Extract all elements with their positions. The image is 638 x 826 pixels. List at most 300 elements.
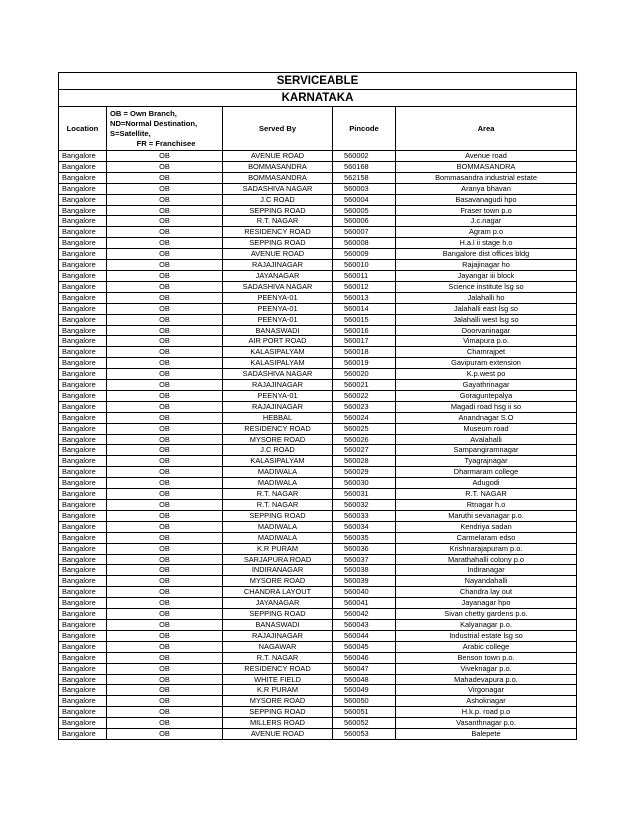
header-row: [59, 107, 577, 151]
table-row: [59, 412, 577, 423]
cell-type: OB: [107, 303, 223, 314]
cell-location: Bangalore: [59, 543, 107, 554]
table-row: [59, 172, 577, 183]
cell-type: OB: [107, 325, 223, 336]
cell-pincode: 560034: [333, 521, 396, 532]
cell-pincode: 560047: [333, 663, 396, 674]
table-row: [59, 630, 577, 641]
cell-location: Bangalore: [59, 456, 107, 467]
cell-area: Dharmaram college: [396, 467, 577, 478]
cell-location: Bangalore: [59, 281, 107, 292]
cell-pincode: 560052: [333, 718, 396, 729]
legend-line: OB = Own Branch,: [110, 108, 177, 118]
cell-location: Bangalore: [59, 609, 107, 620]
cell-pincode: 560039: [333, 576, 396, 587]
table-row: [59, 718, 577, 729]
cell-served-by: RESIDENCY ROAD: [223, 423, 333, 434]
cell-type: OB: [107, 707, 223, 718]
cell-served-by: SADASHIVA NAGAR: [223, 369, 333, 380]
cell-served-by: HEBBAL: [223, 412, 333, 423]
cell-type: OB: [107, 205, 223, 216]
cell-pincode: 560022: [333, 390, 396, 401]
cell-pincode: 560043: [333, 619, 396, 630]
cell-area: Doorvaninagar: [396, 325, 577, 336]
cell-location: Bangalore: [59, 707, 107, 718]
cell-pincode: 560040: [333, 587, 396, 598]
cell-area: Kendriya sadan: [396, 521, 577, 532]
cell-pincode: 560053: [333, 729, 396, 740]
cell-served-by: INDIRANAGAR: [223, 565, 333, 576]
table-row: [59, 238, 577, 249]
cell-type: OB: [107, 380, 223, 391]
cell-type: OB: [107, 151, 223, 162]
header-area: Area: [396, 107, 577, 151]
cell-served-by: BANASWADI: [223, 619, 333, 630]
table-row: [59, 445, 577, 456]
table-row: [59, 161, 577, 172]
cell-served-by: R.T. NAGAR: [223, 500, 333, 511]
cell-location: Bangalore: [59, 729, 107, 740]
cell-location: Bangalore: [59, 652, 107, 663]
cell-pincode: 560038: [333, 565, 396, 576]
cell-type: OB: [107, 587, 223, 598]
cell-type: OB: [107, 729, 223, 740]
table-row: [59, 696, 577, 707]
cell-location: Bangalore: [59, 161, 107, 172]
cell-location: Bangalore: [59, 216, 107, 227]
cell-type: OB: [107, 630, 223, 641]
cell-location: Bangalore: [59, 423, 107, 434]
cell-location: Bangalore: [59, 249, 107, 260]
cell-served-by: MADIWALA: [223, 478, 333, 489]
cell-area: Goraguntepalya: [396, 390, 577, 401]
table-row: [59, 260, 577, 271]
cell-pincode: 560009: [333, 249, 396, 260]
cell-area: Science institute lsg so: [396, 281, 577, 292]
cell-pincode: 560015: [333, 314, 396, 325]
table-row: [59, 467, 577, 478]
cell-location: Bangalore: [59, 489, 107, 500]
cell-type: OB: [107, 161, 223, 172]
cell-location: Bangalore: [59, 238, 107, 249]
sheet-subtitle: KARNATAKA: [59, 90, 577, 107]
cell-area: Basavanagudi hpo: [396, 194, 577, 205]
cell-location: Bangalore: [59, 314, 107, 325]
cell-area: Rajajinagar ho: [396, 260, 577, 271]
table-row: [59, 325, 577, 336]
cell-served-by: K.R PURAM: [223, 543, 333, 554]
cell-type: OB: [107, 369, 223, 380]
table-row: [59, 685, 577, 696]
cell-served-by: R.T. NAGAR: [223, 489, 333, 500]
cell-type: OB: [107, 412, 223, 423]
cell-pincode: 560031: [333, 489, 396, 500]
cell-type: OB: [107, 598, 223, 609]
cell-served-by: RAJAJINAGAR: [223, 260, 333, 271]
cell-served-by: JAYANAGAR: [223, 270, 333, 281]
cell-area: Ashoknagar: [396, 696, 577, 707]
cell-type: OB: [107, 467, 223, 478]
cell-served-by: AVENUE ROAD: [223, 729, 333, 740]
cell-area: Anandnagar S.O: [396, 412, 577, 423]
cell-type: OB: [107, 674, 223, 685]
cell-type: OB: [107, 478, 223, 489]
cell-type: OB: [107, 652, 223, 663]
cell-type: OB: [107, 445, 223, 456]
cell-area: Chandra lay out: [396, 587, 577, 598]
cell-served-by: BOMMASANDRA: [223, 172, 333, 183]
table-row: [59, 478, 577, 489]
cell-type: OB: [107, 456, 223, 467]
cell-area: Gayathrinagar: [396, 380, 577, 391]
table-row: [59, 641, 577, 652]
cell-served-by: RAJAJINAGAR: [223, 380, 333, 391]
cell-served-by: SARJAPURA ROAD: [223, 554, 333, 565]
cell-location: Bangalore: [59, 270, 107, 281]
table-row: [59, 521, 577, 532]
cell-area: Agram p.o: [396, 227, 577, 238]
cell-area: Vimapura p.o.: [396, 336, 577, 347]
cell-area: Jayanagar hpo: [396, 598, 577, 609]
cell-pincode: 560017: [333, 336, 396, 347]
cell-served-by: K.R PURAM: [223, 685, 333, 696]
header-location: Location: [59, 107, 107, 151]
table-row: [59, 227, 577, 238]
legend-line: S=Satellite,: [110, 128, 151, 138]
cell-location: Bangalore: [59, 696, 107, 707]
cell-area: Jalahalli ho: [396, 292, 577, 303]
cell-type: OB: [107, 347, 223, 358]
cell-pincode: 560046: [333, 652, 396, 663]
cell-location: Bangalore: [59, 565, 107, 576]
cell-type: OB: [107, 521, 223, 532]
cell-served-by: PEENYA-01: [223, 292, 333, 303]
table-row: [59, 587, 577, 598]
cell-pincode: 560004: [333, 194, 396, 205]
cell-area: Virgonagar: [396, 685, 577, 696]
cell-type: OB: [107, 358, 223, 369]
cell-served-by: KALASIPALYAM: [223, 347, 333, 358]
cell-served-by: J.C ROAD: [223, 194, 333, 205]
cell-area: Avenue road: [396, 151, 577, 162]
cell-location: Bangalore: [59, 663, 107, 674]
cell-location: Bangalore: [59, 674, 107, 685]
cell-type: OB: [107, 194, 223, 205]
cell-area: BOMMASANDRA: [396, 161, 577, 172]
cell-type: OB: [107, 172, 223, 183]
cell-area: Tyagrajnagar: [396, 456, 577, 467]
cell-pincode: 560019: [333, 358, 396, 369]
table-row: [59, 652, 577, 663]
cell-area: Indiranagar: [396, 565, 577, 576]
cell-area: Bommasandra industrial estate: [396, 172, 577, 183]
cell-area: Magadi road hsg ii so: [396, 401, 577, 412]
cell-area: Avalahalli: [396, 434, 577, 445]
cell-served-by: WHITE FIELD: [223, 674, 333, 685]
cell-area: Chamrajpet: [396, 347, 577, 358]
sheet-title: SERVICEABLE: [59, 73, 577, 90]
cell-pincode: 560032: [333, 500, 396, 511]
cell-type: OB: [107, 292, 223, 303]
cell-area: Benson town p.o.: [396, 652, 577, 663]
cell-pincode: 560041: [333, 598, 396, 609]
cell-location: Bangalore: [59, 303, 107, 314]
cell-type: OB: [107, 565, 223, 576]
cell-location: Bangalore: [59, 205, 107, 216]
cell-type: OB: [107, 423, 223, 434]
cell-location: Bangalore: [59, 183, 107, 194]
cell-location: Bangalore: [59, 194, 107, 205]
table-row: [59, 707, 577, 718]
cell-pincode: 560051: [333, 707, 396, 718]
cell-pincode: 560048: [333, 674, 396, 685]
cell-pincode: 560007: [333, 227, 396, 238]
table-row: [59, 183, 577, 194]
cell-pincode: 562158: [333, 172, 396, 183]
table-row: [59, 358, 577, 369]
table-row: [59, 619, 577, 630]
cell-area: Sampangiramnagar: [396, 445, 577, 456]
cell-pincode: 560003: [333, 183, 396, 194]
cell-pincode: 560016: [333, 325, 396, 336]
cell-type: OB: [107, 401, 223, 412]
cell-type: OB: [107, 260, 223, 271]
cell-area: K.p.west po: [396, 369, 577, 380]
table-row: [59, 216, 577, 227]
cell-pincode: 560008: [333, 238, 396, 249]
cell-location: Bangalore: [59, 151, 107, 162]
cell-served-by: SEPPING ROAD: [223, 238, 333, 249]
cell-location: Bangalore: [59, 390, 107, 401]
cell-pincode: 560021: [333, 380, 396, 391]
table-row: [59, 674, 577, 685]
cell-served-by: RAJAJINAGAR: [223, 630, 333, 641]
cell-pincode: 560026: [333, 434, 396, 445]
cell-area: Nayandahalli: [396, 576, 577, 587]
cell-served-by: KALASIPALYAM: [223, 358, 333, 369]
cell-location: Bangalore: [59, 401, 107, 412]
cell-pincode: 560012: [333, 281, 396, 292]
serviceable-table: [58, 72, 577, 740]
cell-location: Bangalore: [59, 587, 107, 598]
cell-location: Bangalore: [59, 478, 107, 489]
cell-type: OB: [107, 249, 223, 260]
cell-location: Bangalore: [59, 380, 107, 391]
cell-location: Bangalore: [59, 718, 107, 729]
cell-type: OB: [107, 696, 223, 707]
table-row: [59, 609, 577, 620]
cell-pincode: 560013: [333, 292, 396, 303]
table-row: [59, 543, 577, 554]
cell-area: Jalahalli east lsg so: [396, 303, 577, 314]
cell-served-by: RAJAJINAGAR: [223, 401, 333, 412]
cell-location: Bangalore: [59, 554, 107, 565]
cell-served-by: MYSORE ROAD: [223, 576, 333, 587]
table-row: [59, 489, 577, 500]
table-row: [59, 281, 577, 292]
cell-area: J.c.nagar: [396, 216, 577, 227]
cell-served-by: MADIWALA: [223, 467, 333, 478]
cell-served-by: CHANDRA LAYOUT: [223, 587, 333, 598]
table-row: [59, 456, 577, 467]
table-row: [59, 663, 577, 674]
cell-location: Bangalore: [59, 260, 107, 271]
cell-location: Bangalore: [59, 630, 107, 641]
cell-area: Viveknagar p.o.: [396, 663, 577, 674]
cell-type: OB: [107, 227, 223, 238]
cell-location: Bangalore: [59, 467, 107, 478]
cell-served-by: SEPPING ROAD: [223, 205, 333, 216]
cell-location: Bangalore: [59, 172, 107, 183]
cell-location: Bangalore: [59, 325, 107, 336]
header-pincode: Pincode: [333, 107, 396, 151]
cell-type: OB: [107, 510, 223, 521]
cell-served-by: PEENYA-01: [223, 303, 333, 314]
cell-location: Bangalore: [59, 532, 107, 543]
cell-type: OB: [107, 609, 223, 620]
cell-area: Mahadevapura p.o.: [396, 674, 577, 685]
cell-area: Sivan chetty gardens p.o.: [396, 609, 577, 620]
cell-area: Maruthi sevanagar p.o.: [396, 510, 577, 521]
cell-location: Bangalore: [59, 336, 107, 347]
cell-type: OB: [107, 685, 223, 696]
cell-pincode: 560049: [333, 685, 396, 696]
cell-pincode: 560027: [333, 445, 396, 456]
spreadsheet: [58, 72, 576, 740]
cell-type: OB: [107, 641, 223, 652]
cell-area: Museum road: [396, 423, 577, 434]
cell-area: Kalyanagar p.o.: [396, 619, 577, 630]
cell-served-by: R.T. NAGAR: [223, 652, 333, 663]
cell-location: Bangalore: [59, 445, 107, 456]
cell-type: OB: [107, 434, 223, 445]
table-row: [59, 303, 577, 314]
cell-pincode: 560050: [333, 696, 396, 707]
cell-served-by: MYSORE ROAD: [223, 434, 333, 445]
cell-served-by: NAGAWAR: [223, 641, 333, 652]
cell-type: OB: [107, 216, 223, 227]
cell-pincode: 560045: [333, 641, 396, 652]
header-legend: [107, 107, 223, 151]
cell-area: H.a.l ii stage h.o: [396, 238, 577, 249]
cell-pincode: 560014: [333, 303, 396, 314]
table-row: [59, 500, 577, 511]
cell-location: Bangalore: [59, 641, 107, 652]
cell-served-by: RESIDENCY ROAD: [223, 663, 333, 674]
table-row: [59, 565, 577, 576]
table-row: [59, 369, 577, 380]
cell-served-by: MYSORE ROAD: [223, 696, 333, 707]
cell-location: Bangalore: [59, 598, 107, 609]
table-row: [59, 314, 577, 325]
table-row: [59, 205, 577, 216]
table-row: [59, 510, 577, 521]
cell-location: Bangalore: [59, 369, 107, 380]
cell-type: OB: [107, 663, 223, 674]
cell-pincode: 560035: [333, 532, 396, 543]
cell-type: OB: [107, 489, 223, 500]
cell-area: H.k.p. road p.o: [396, 707, 577, 718]
cell-pincode: 560042: [333, 609, 396, 620]
cell-pincode: 560024: [333, 412, 396, 423]
cell-location: Bangalore: [59, 227, 107, 238]
table-row: [59, 532, 577, 543]
cell-type: OB: [107, 390, 223, 401]
legend-line: ND=Normal Destination,: [110, 118, 198, 128]
cell-served-by: KALASIPALYAM: [223, 456, 333, 467]
table-row: [59, 434, 577, 445]
cell-location: Bangalore: [59, 358, 107, 369]
cell-type: OB: [107, 238, 223, 249]
cell-area: Gavipuram extension: [396, 358, 577, 369]
cell-served-by: AVENUE ROAD: [223, 249, 333, 260]
cell-type: OB: [107, 543, 223, 554]
cell-location: Bangalore: [59, 412, 107, 423]
table-row: [59, 336, 577, 347]
cell-pincode: 560006: [333, 216, 396, 227]
cell-served-by: MADIWALA: [223, 532, 333, 543]
cell-served-by: SADASHIVA NAGAR: [223, 183, 333, 194]
cell-type: OB: [107, 532, 223, 543]
cell-served-by: MADIWALA: [223, 521, 333, 532]
cell-type: OB: [107, 183, 223, 194]
cell-pincode: 560023: [333, 401, 396, 412]
cell-pincode: 560011: [333, 270, 396, 281]
table-row: [59, 401, 577, 412]
cell-pincode: 560036: [333, 543, 396, 554]
cell-served-by: RESIDENCY ROAD: [223, 227, 333, 238]
cell-type: OB: [107, 281, 223, 292]
cell-type: OB: [107, 718, 223, 729]
cell-pincode: 560037: [333, 554, 396, 565]
cell-type: OB: [107, 500, 223, 511]
cell-served-by: JAYANAGAR: [223, 598, 333, 609]
cell-area: Vasanthnagar p.o.: [396, 718, 577, 729]
cell-area: Jalahalli west lsg so: [396, 314, 577, 325]
cell-type: OB: [107, 576, 223, 587]
cell-pincode: 560018: [333, 347, 396, 358]
cell-area: Krishnarajapuram p.o.: [396, 543, 577, 554]
cell-pincode: 560029: [333, 467, 396, 478]
cell-pincode: 560020: [333, 369, 396, 380]
table-row: [59, 390, 577, 401]
cell-area: Adugodi: [396, 478, 577, 489]
table-row: [59, 292, 577, 303]
cell-area: Industrial estate lsg so: [396, 630, 577, 641]
header-served-by: Served By: [223, 107, 333, 151]
cell-location: Bangalore: [59, 619, 107, 630]
table-row: [59, 729, 577, 740]
cell-area: R.T. NAGAR: [396, 489, 577, 500]
table-row: [59, 151, 577, 162]
cell-area: Fraser town p.o: [396, 205, 577, 216]
cell-area: Aranya bhavan: [396, 183, 577, 194]
cell-type: OB: [107, 270, 223, 281]
cell-location: Bangalore: [59, 576, 107, 587]
cell-pincode: 560025: [333, 423, 396, 434]
cell-location: Bangalore: [59, 500, 107, 511]
cell-location: Bangalore: [59, 521, 107, 532]
cell-served-by: BANASWADI: [223, 325, 333, 336]
cell-pincode: 560168: [333, 161, 396, 172]
cell-location: Bangalore: [59, 347, 107, 358]
cell-served-by: SEPPING ROAD: [223, 707, 333, 718]
cell-served-by: SADASHIVA NAGAR: [223, 281, 333, 292]
legend-line: FR = Franchisee: [136, 138, 196, 148]
cell-area: Bangalore dist offices bldg: [396, 249, 577, 260]
cell-area: Marathahalli colony p.o: [396, 554, 577, 565]
cell-location: Bangalore: [59, 434, 107, 445]
